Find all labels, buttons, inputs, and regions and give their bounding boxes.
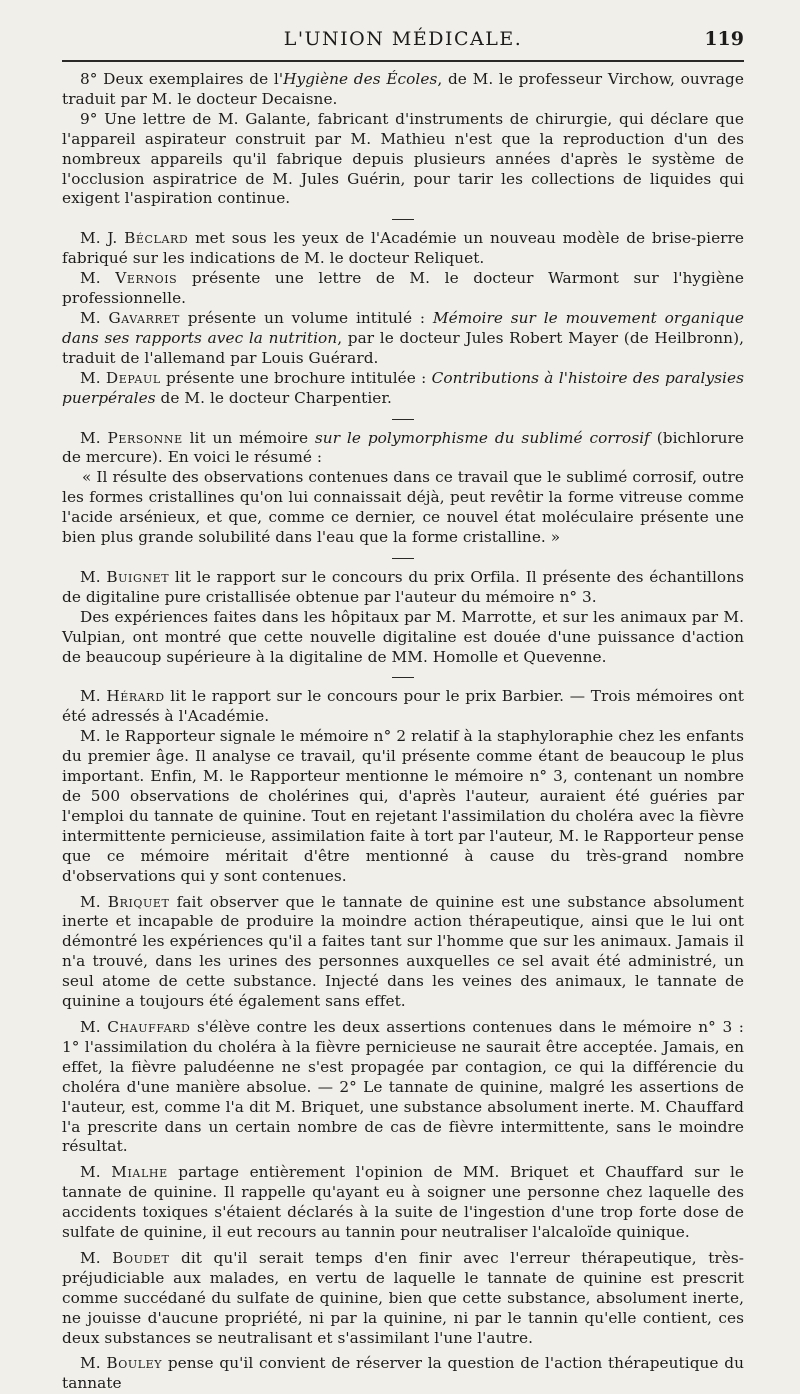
text-run: M. <box>80 308 109 327</box>
text-run: 8° Deux exemplaires de l' <box>80 70 284 88</box>
text-run: M. <box>80 567 107 586</box>
text-run: présente une lettre de M. le docteur Warmont sur l'hygiène professionnelle. <box>62 269 744 308</box>
italic-title: sur le polymorphisme du sublimé corrosif <box>314 428 650 447</box>
text-run: M. <box>80 1354 107 1373</box>
journal-title: L'UNION MÉDICALE. <box>283 28 523 50</box>
section-divider <box>392 558 414 559</box>
paragraph-personne <box>62 429 744 469</box>
paragraph-briquet <box>62 893 744 1012</box>
text-run: M. le Rapporteur signale le mémoire n° 2 relatif à la staphyloraphie chez les enfants du premier âge. Il analyse ce travail, qu'il présente comme étant de beaucoup le plus important. Enfin, M. le Rapporteur mentionne le mémoire n° 3, contenant un nombre de 500 observations de cholérines qui, d'après l'auteur, auraient été guéries par l'emploi du tannate de quinine. Tout en rejetant l'assimilation du choléra avec la fièvre intermittente pernicieuse, assimilation faite à tort par l'auteur, M. le Rapporteur pense que ce mémoire méritait d'être mentionné à cause du très-grand nombre d'observations qui y sont contenues. <box>62 727 744 885</box>
speaker-name: Buignet <box>106 567 170 586</box>
text-run: partage entièrement l'opinion de MM. Briquet et Chauffard sur le tannate de quinine. Il rappelle qu'ayant eu à soigner une personne chez laquelle des accidents toxiques s'étaient déclarés à la suite de l'ingestion d'une trop forte dose de sulfate de quinine, il eut recours au tannin pour neutraliser l'alcaloïde quinique. <box>62 1163 744 1242</box>
paragraph-herard-2 <box>62 727 744 886</box>
paragraph-depaul <box>62 369 744 409</box>
paragraph-bouley <box>62 1354 744 1394</box>
section-divider <box>392 219 414 220</box>
speaker-name: Béclard <box>124 229 189 248</box>
speaker-name: Depaul <box>105 368 161 387</box>
section-divider <box>392 419 414 420</box>
speaker-name: Boudet <box>112 1248 170 1267</box>
speaker-name: Briquet <box>107 892 170 911</box>
text-run: présente un volume intitulé : <box>179 308 433 327</box>
text-run: présente une brochure intitulée : <box>160 368 432 387</box>
speaker-name: Gavarret <box>108 308 180 327</box>
paragraph-boudet <box>62 1249 744 1349</box>
text-run: lit le rapport sur le concours pour le prix Barbier. — Trois mémoires ont été adressés à l'Académie. <box>62 687 744 726</box>
text-run: M. <box>80 269 116 288</box>
paragraph-herard <box>62 687 744 727</box>
paragraph-item-9 <box>62 110 744 210</box>
paragraph-gavarret <box>62 309 744 369</box>
paragraph-chauffard <box>62 1018 744 1157</box>
paragraph-personne-quote <box>62 468 744 548</box>
text-run: lit un mémoire <box>182 428 315 447</box>
italic-title: Mémoire sur le mouvement organique dans ses rapports avec la nutrition <box>62 308 744 347</box>
italic-title: Contributions à l'histoire des paralysies puerpérales <box>62 368 745 407</box>
paragraph-buignet-2 <box>62 608 744 668</box>
text-run: fait observer que le tannate de quinine est une substance absolument inerte et incapable de produire la moindre action thérapeutique, ainsi que le lui ont démontré les expériences qu'il a faites tant sur l'homme que sur les animaux. Jamais il n'a trouvé, dans les urines des personnes auxquelles ce sel avait été administré, un seul atome de cette substance. Injecté dans les veines des animaux, le tannate de quinine a toujours été également sans effet. <box>62 892 744 1011</box>
text-run: s'élève contre les deux assertions contenues dans le mémoire n° 3 : 1° l'assimilation du choléra à la fièvre pernicieuse ne saurait être acceptée. Jamais, en effet, la fièvre paludéenne ne s'est propagée par contagion, ce qui la différencie du choléra d'une manière absolue. — 2° Le tannate de quinine, malgré les assertions de l'auteur, est, comme l'a dit M. Briquet, une substance absolument inerte. M. Chauffard l'a prescrite dans un certain nombre de cas de fièvre intermittente, sans le moindre résultat. <box>62 1017 744 1156</box>
text-run: M. <box>80 428 108 447</box>
paragraph-mialhe <box>62 1163 744 1243</box>
text-run: , par le docteur Jules Robert Mayer (de Heilbronn), traduit de l'allemand par Louis Guérard. <box>62 328 744 367</box>
text-run: de M. le docteur Charpentier. <box>155 388 392 407</box>
speaker-name: Hérard <box>106 687 165 706</box>
text-run: M. <box>80 368 106 387</box>
text-run: Des expériences faites dans les hôpitaux par M. Marrotte, et sur les animaux par M. Vulpian, ont montré que cette nouvelle digitaline est douée d'une puissance d'action de beaucoup supérieure à la digitaline de MM. Homolle et Quevenne. <box>62 607 744 666</box>
speaker-name: Vernois <box>115 269 178 288</box>
paragraph-vernois <box>62 269 744 309</box>
text-run: M. <box>80 1017 108 1036</box>
text-run: M. <box>80 1163 112 1182</box>
text-run: « Il résulte des observations contenues dans ce travail que le sublimé corrosif, outre les formes cristallines qu'on lui connaissait déjà, peut revêtir la forme vitreuse comme l'acide arsénieux, et que, comme ce dernier, ce nouvel état moléculaire présente une bien plus grande solubilité dans l'eau que la forme cristalline. » <box>62 468 744 547</box>
text-run: 9° Une lettre de M. Galante, fabricant d'instruments de chirurgie, qui déclare que l'appareil aspirateur construit par M. Mathieu n'est que la reproduction d'un des nombreux appareils qu'il fabrique depuis plusieurs années d'après le système de l'occlusion aspiratrice de M. Jules Guérin, pour tarir les collections de liquides qui exigent l'aspiration continue. <box>62 109 744 208</box>
text-run: dit qu'il serait temps d'en finir avec l'erreur thérapeutique, très-préjudiciable aux malades, en vertu de laquelle le tannate de quinine est prescrit comme succédané du sulfate de quinine, bien que cette substance, absolument inerte, ne jouisse d'aucune propriété, ni par la quinine, ni par le tannin qu'elle contient, ces deux substances se neutralisant et s'assimilant l'une l'autre. <box>62 1248 744 1347</box>
italic-title: Hygiène des Écoles <box>283 70 438 88</box>
paragraph-item-8 <box>62 70 744 110</box>
running-header <box>62 26 744 62</box>
text-run: , de M. le professeur Virchow, ouvrage traduit par M. le docteur Decaisne. <box>62 70 744 108</box>
article-body <box>62 70 744 1394</box>
speaker-name: Personne <box>107 428 183 447</box>
text-run: M. <box>80 1248 113 1267</box>
paragraph-buignet <box>62 568 744 608</box>
speaker-name: Chauffard <box>107 1017 191 1036</box>
text-run: met sous les yeux de l'Académie un nouveau modèle de brise-pierre fabriqué sur les indications de M. le docteur Reliquet. <box>62 229 744 268</box>
section-divider <box>392 677 414 678</box>
text-run: (bichlorure de mercure). En voici le résumé : <box>62 428 744 467</box>
text-run: M. <box>80 687 107 706</box>
speaker-name: Bouley <box>106 1354 163 1373</box>
text-run: M. J. <box>80 229 125 248</box>
page-number: 119 <box>704 28 744 50</box>
speaker-name: Mialhe <box>111 1163 168 1182</box>
text-run: M. <box>80 892 108 911</box>
text-run: pense qu'il convient de réserver la question de l'action thérapeutique du tannate <box>62 1354 745 1393</box>
paragraph-beclard <box>62 229 744 269</box>
text-run: lit le rapport sur le concours du prix Orfila. Il présente des échantillons de digitaline pure cristallisée obtenue par l'auteur du mémoire n° 3. <box>62 567 744 606</box>
